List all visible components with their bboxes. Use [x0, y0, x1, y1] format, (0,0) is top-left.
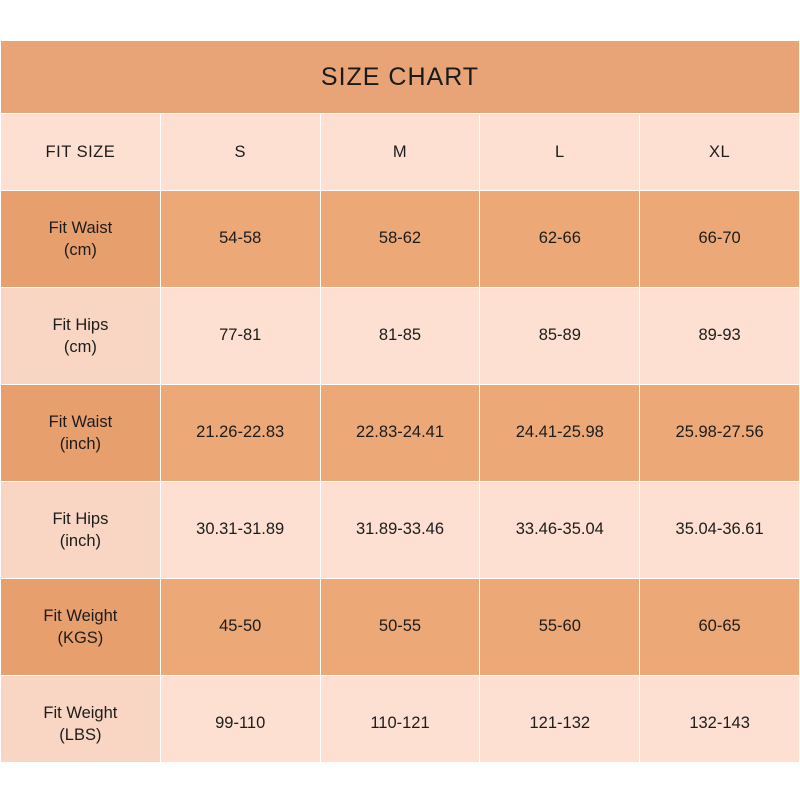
column-header-xl	[640, 114, 800, 191]
row-label-line1: Fit Hips	[52, 509, 109, 528]
row-label-line2: (inch)	[59, 435, 102, 453]
cell-value	[160, 288, 320, 385]
cell-value-text: 31.89-33.46	[355, 520, 445, 539]
size-chart-table	[0, 40, 800, 773]
cell-value	[640, 191, 800, 288]
column-header-s	[160, 114, 320, 191]
cell-value-text: 85-89	[538, 326, 581, 345]
cell-value-text: 99-110	[215, 714, 266, 733]
cell-value-text: 25.98-27.56	[675, 423, 764, 442]
cell-value-text: 50-55	[378, 617, 422, 636]
row-label	[1, 385, 161, 482]
row-label-line2: (KGS)	[57, 629, 104, 647]
row-label	[1, 676, 161, 773]
table-row	[1, 676, 800, 773]
cell-value	[640, 288, 800, 385]
cell-value	[320, 385, 480, 482]
row-label-line1: Fit Waist	[48, 218, 113, 237]
top-margin	[0, 0, 800, 40]
cell-value	[640, 482, 800, 579]
cell-value	[480, 191, 640, 288]
cell-value-text: 54-58	[219, 229, 262, 248]
cell-value	[640, 579, 800, 676]
bottom-margin	[0, 762, 800, 800]
column-header-fit-size-label: FIT SIZE	[45, 142, 116, 161]
row-label-line1: Fit Waist	[48, 412, 113, 431]
cell-value-text: 110-121	[370, 714, 430, 733]
cell-value	[640, 385, 800, 482]
cell-value	[160, 579, 320, 676]
page-title: SIZE CHART	[1, 41, 800, 114]
row-label-line2: (LBS)	[59, 726, 102, 744]
row-label	[1, 579, 161, 676]
cell-value-text: 81-85	[378, 326, 422, 345]
column-header-m-label: M	[392, 142, 408, 161]
cell-value-text: 77-81	[219, 326, 262, 345]
row-label	[1, 288, 161, 385]
cell-value	[160, 676, 320, 773]
cell-value	[320, 288, 480, 385]
cell-value-text: 21.26-22.83	[196, 423, 285, 442]
row-label-line2: (cm)	[63, 241, 97, 259]
size-chart-container	[0, 40, 800, 762]
row-label-line1: Fit Weight	[43, 703, 118, 722]
row-label-line2: (cm)	[63, 338, 97, 356]
cell-value	[480, 288, 640, 385]
cell-value-text: 33.46-35.04	[515, 520, 604, 539]
cell-value	[480, 385, 640, 482]
column-header-l	[480, 114, 640, 191]
table-row	[1, 579, 800, 676]
column-header-fit-size	[1, 114, 161, 191]
table-row	[1, 385, 800, 482]
cell-value-text: 58-62	[378, 229, 422, 248]
table-row	[1, 288, 800, 385]
row-label-line1: Fit Hips	[52, 315, 109, 334]
cell-value	[320, 482, 480, 579]
cell-value	[320, 676, 480, 773]
cell-value-text: 60-65	[698, 617, 741, 636]
column-header-s-label: S	[234, 142, 246, 161]
column-header-l-label: L	[554, 142, 565, 161]
chart-title-row	[1, 41, 800, 114]
cell-value	[160, 482, 320, 579]
cell-value	[160, 385, 320, 482]
cell-value	[480, 482, 640, 579]
cell-value-text: 22.83-24.41	[355, 423, 445, 442]
row-label	[1, 482, 161, 579]
row-label	[1, 191, 161, 288]
cell-value	[160, 191, 320, 288]
cell-value-text: 24.41-25.98	[515, 423, 604, 442]
cell-value	[480, 579, 640, 676]
cell-value-text: 132-143	[689, 714, 750, 733]
row-label-line2: (inch)	[59, 532, 102, 550]
cell-value-text: 30.31-31.89	[196, 520, 285, 539]
cell-value-text: 62-66	[538, 229, 581, 248]
column-header-m	[320, 114, 480, 191]
cell-value	[320, 579, 480, 676]
table-row	[1, 482, 800, 579]
table-row	[1, 191, 800, 288]
cell-value	[640, 676, 800, 773]
cell-value-text: 35.04-36.61	[675, 520, 764, 539]
cell-value	[480, 676, 640, 773]
cell-value-text: 121-132	[529, 714, 591, 733]
cell-value	[320, 191, 480, 288]
cell-value-text: 89-93	[698, 326, 741, 345]
cell-value-text: 45-50	[219, 617, 262, 636]
column-header-xl-label: XL	[709, 142, 731, 161]
row-label-line1: Fit Weight	[43, 606, 118, 625]
cell-value-text: 55-60	[538, 617, 581, 636]
cell-value-text: 66-70	[698, 229, 741, 248]
table-header-row	[1, 114, 800, 191]
